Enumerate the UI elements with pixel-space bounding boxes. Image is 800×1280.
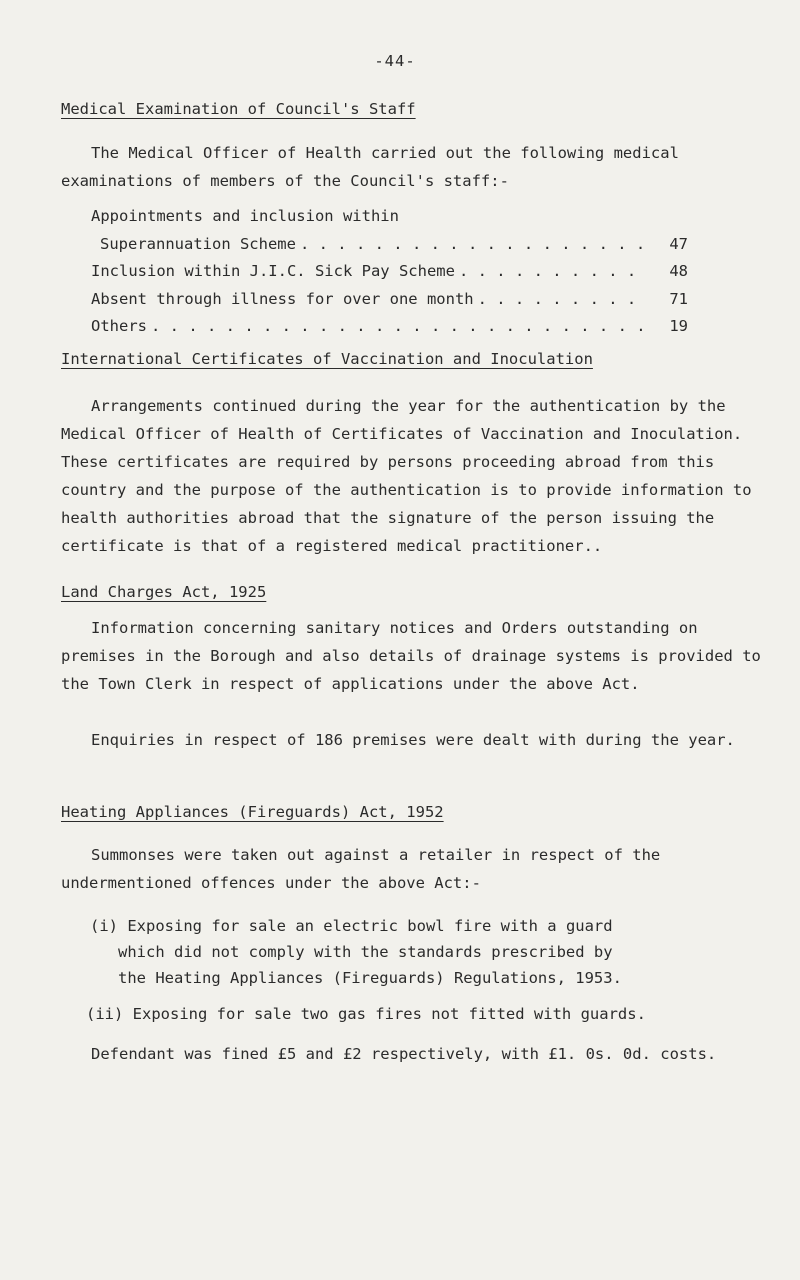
stat-label: Inclusion within J.I.C. Sick Pay Scheme [91, 262, 455, 280]
certificates-body: Arrangements continued during the year for the authentication by the Medical Officer of Health of Certificates of Vaccination and Inoculation. These certificates are required by persons proceeding abroad from this country and the purpose of the authentication is to provide information to health authorities abroad that the signature of the person issuing the certificate is that of a registered medical practitioner.. [61, 397, 752, 555]
stat-row-others [91, 313, 691, 341]
land-charges-body: Information concerning sanitary notices and Orders outstanding on premises in the Borough and also details of drainage systems is provided to the Town Clerk in respect of applications under the above Act. [61, 619, 761, 693]
dot-leader [300, 231, 642, 259]
stat-value: 19 [669, 317, 688, 335]
stat-value: 71 [669, 289, 688, 308]
stat-label: Others [91, 317, 147, 335]
offence-item-1 [90, 913, 740, 991]
stat-row-absent-illness [91, 286, 691, 314]
fine-outcome: Defendant was fined £5 and £2 respectively, with £1. 0s. 0d. costs. [91, 1045, 717, 1063]
dot-leader [478, 286, 642, 314]
offence-text-line: which did not comply with the standards prescribed by [118, 943, 613, 961]
heading-international-certificates: International Certificates of Vaccination and Inoculation [61, 350, 593, 368]
offence-item-2: (ii) Exposing for sale two gas fires not fitted with guards. [86, 1005, 646, 1023]
offence-text-line: Exposing for sale an electric bowl fire with a guard [127, 917, 613, 935]
page-number: -44- [374, 52, 416, 70]
offence-number: (i) [90, 917, 118, 935]
stat-row-sick-pay [91, 258, 691, 286]
heating-intro: Summonses were taken out against a retailer in respect of the undermentioned offences under the above Act:- [61, 846, 661, 892]
land-charges-enquiries: Enquiries in respect of 186 premises were dealt with during the year. [91, 731, 735, 749]
heading-land-charges-act: Land Charges Act, 1925 [61, 583, 267, 601]
offence-text-line: the Heating Appliances (Fireguards) Regulations, 1953. [118, 969, 622, 987]
medical-intro: The Medical Officer of Health carried out the following medical examinations of members of the Council's staff:- [61, 144, 679, 190]
dot-leader [151, 313, 642, 341]
dot-leader [459, 258, 642, 286]
stat-value: 47 [669, 234, 688, 253]
medical-examinations-list [91, 203, 691, 341]
heading-heating-appliances-act: Heating Appliances (Fireguards) Act, 1952 [61, 803, 444, 821]
stat-label-line1: Appointments and inclusion within [91, 207, 399, 225]
stat-value: 48 [669, 262, 688, 280]
heading-medical-examination: Medical Examination of Council's Staff [61, 100, 416, 118]
stat-row-superannuation [91, 231, 691, 259]
stat-label: Absent through illness for over one month [91, 289, 474, 308]
stat-label: Superannuation Scheme [100, 234, 296, 253]
